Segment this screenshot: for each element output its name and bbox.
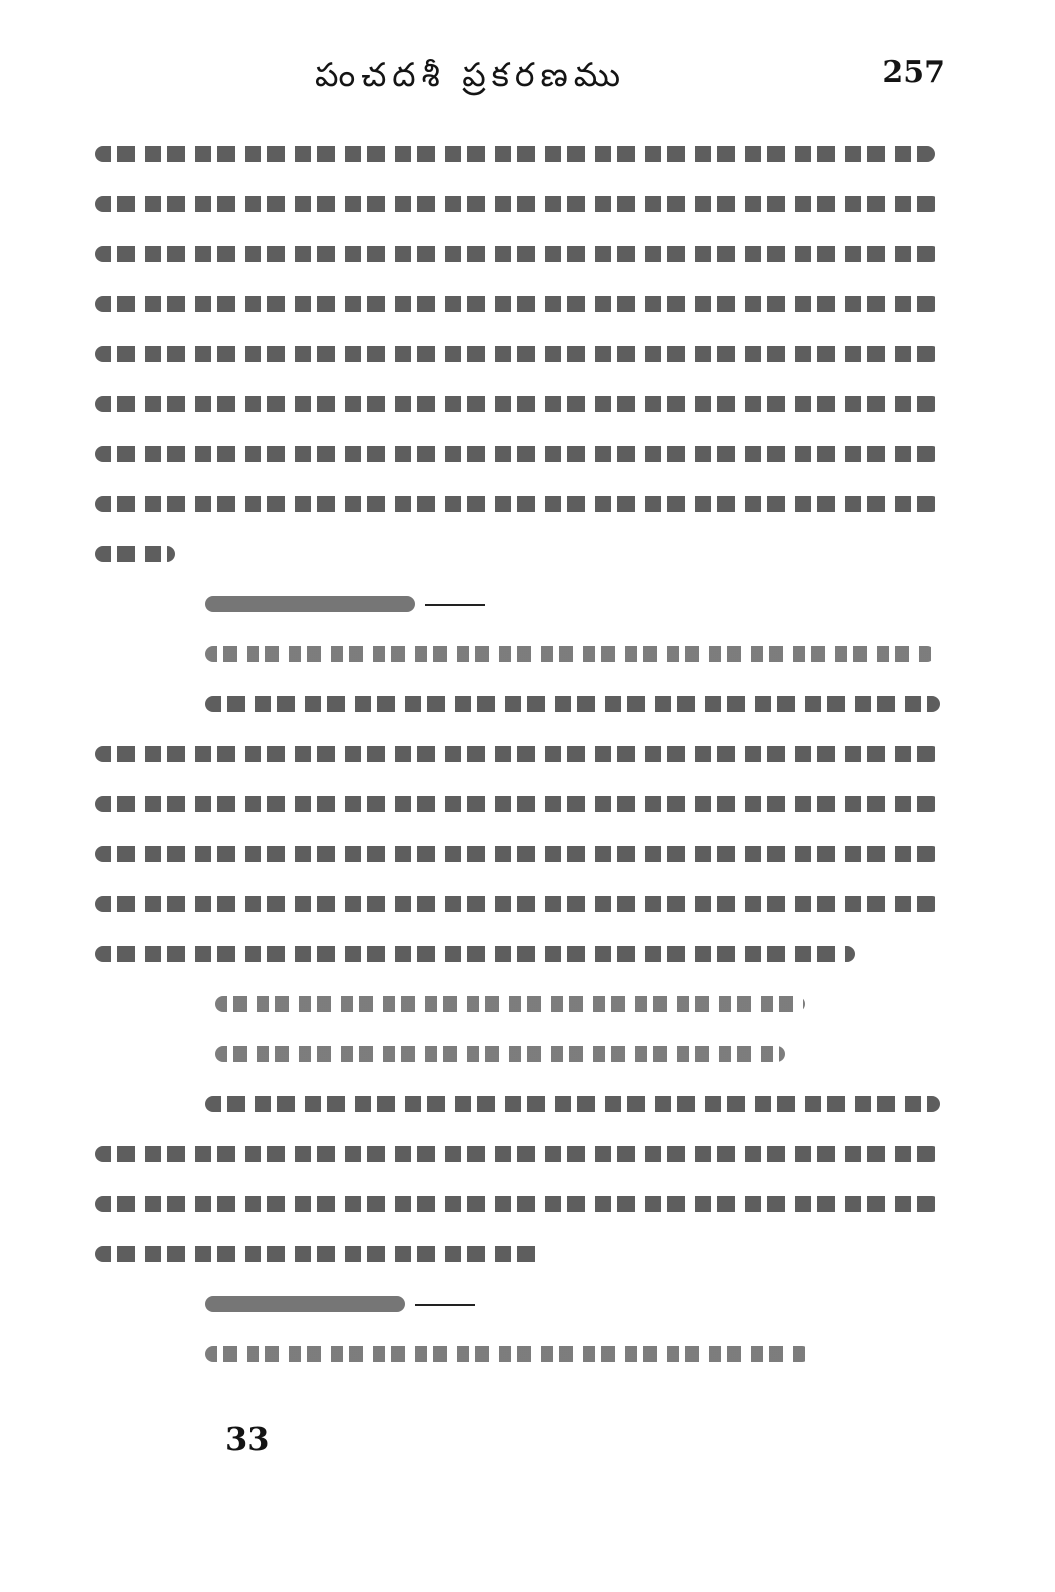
section-heading bbox=[95, 580, 955, 630]
verse-line bbox=[95, 630, 955, 680]
text-line bbox=[95, 180, 955, 230]
verse-line bbox=[95, 1030, 955, 1080]
text-line bbox=[95, 1230, 955, 1280]
text-line bbox=[95, 1130, 955, 1180]
text-line bbox=[95, 780, 955, 830]
text-line bbox=[95, 280, 955, 330]
running-title: పంచదశీ ప్రకరణము bbox=[315, 55, 627, 94]
verse-line bbox=[95, 980, 955, 1030]
text-line bbox=[95, 930, 955, 980]
verse-line bbox=[95, 1330, 955, 1380]
text-line bbox=[95, 430, 955, 480]
text-line bbox=[95, 530, 955, 580]
page-number: 257 bbox=[882, 55, 945, 90]
text-line bbox=[95, 830, 955, 880]
text-line bbox=[95, 730, 955, 780]
text-line bbox=[95, 480, 955, 530]
text-line bbox=[95, 330, 955, 380]
text-line bbox=[95, 230, 955, 280]
signature-mark: 33 bbox=[225, 1420, 270, 1458]
body-text bbox=[95, 130, 955, 1380]
text-line bbox=[95, 880, 955, 930]
text-line bbox=[95, 1080, 955, 1130]
text-line bbox=[95, 130, 955, 180]
text-line bbox=[95, 380, 955, 430]
section-heading bbox=[95, 1280, 955, 1330]
page-header bbox=[95, 55, 965, 105]
text-line bbox=[95, 680, 955, 730]
text-line bbox=[95, 1180, 955, 1230]
